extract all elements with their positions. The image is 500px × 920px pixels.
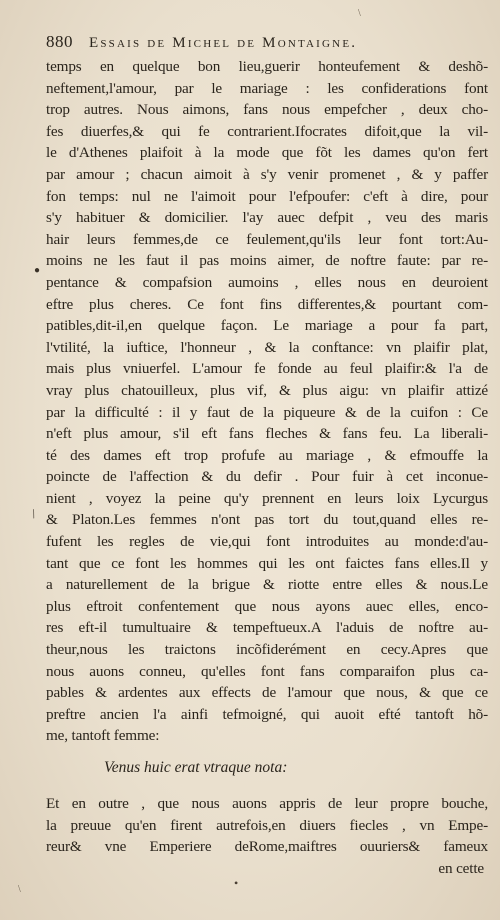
latin-verse-quotation: Venus huic erat vtraque nota: — [104, 759, 288, 776]
margin-bullet-mark: ● — [34, 265, 41, 276]
text-line: pables & ardentes aux effects de l'amour que nous, & que ce — [46, 684, 488, 702]
text-line: l'vtilité, la iuftice, l'honneur , & la conftance: vn plaifir plat, — [46, 338, 488, 356]
text-line: theur,nous les traictons incõfiderément en cecy.Apres que — [46, 641, 488, 659]
page-header — [46, 32, 466, 54]
ink-speck: \ — [358, 8, 361, 19]
margin-slash-mark: / — [29, 505, 38, 522]
text-line: patibles,dit-il,en quelque façon. Le mariage a pour fa part, — [46, 317, 488, 335]
text-line: reur& vne Emperiere deRome,maiftres ouuriers& fameux — [46, 838, 488, 856]
text-line: plus eftroit confentement que nous ayons auec elles, enco- — [46, 597, 488, 615]
text-line: neftement,l'amour, par le mariage : les confiderations font — [46, 79, 488, 97]
text-line: le d'Athenes plaifoit à la mode que fõt les dames qu'on fert — [46, 144, 488, 162]
text-line: hair leurs femmes,de ce feulement,qu'ils leur font tort:Au- — [46, 230, 488, 248]
text-line: fes diuerfes,& qui fe contrarient.Ifocrates difoit,que la vil- — [46, 122, 488, 140]
text-line: mais plus vniuerfel. L'amour fe fonde au feul plaifir:& l'a de — [46, 360, 488, 378]
text-line: tant que ce font les hommes qui les ont faictes fans elles.Il y — [46, 554, 488, 572]
ink-speck: \ — [18, 884, 21, 895]
text-line: s'y habituer & domicilier. l'ay auec defpit , veu des maris — [46, 209, 488, 227]
paragraph — [46, 793, 488, 879]
text-line: & Platon.Les femmes n'ont pas tort du tout,quand elles re- — [46, 511, 488, 529]
text-line: temps en quelque bon lieu,guerir honteufement & deshõ- — [46, 58, 488, 75]
text-line: vray plus chatouilleux, plus vif, & plus aigu: vn plaifir attizé — [46, 381, 488, 399]
catchword: en cette — [438, 859, 484, 877]
text-line: fufent les regles de vie,qui font introduites au monde:d'au- — [46, 533, 488, 551]
text-line: nient , voyez la peine qu'y prennent en leurs loix Lycurgus — [46, 489, 488, 507]
text-line: moins ne les faut il pas moins aimer, de noftre faute: par re- — [46, 252, 488, 270]
text-line: me, tantoft femme: — [46, 727, 160, 745]
paragraph — [46, 56, 488, 747]
page-number: 880 — [46, 32, 73, 51]
text-line: nous auons conneu, qu'elles font fans comparaifon plus ca- — [46, 662, 488, 680]
text-line: par la difficulté : il y faut de la piqueure & de la cuifon : Ce — [46, 403, 488, 421]
text-line: la preuue qu'en firent autrefois,en diuers fiecles , vn Empe- — [46, 816, 488, 834]
text-line: trop autres. Nous aimons, fans nous empefcher , deux cho- — [46, 101, 488, 119]
text-line: n'eft plus amour, s'il eft fans fleches & fans feu. La liberali- — [46, 425, 488, 443]
text-line: preftre ancien l'a ainfi tefmoigné, qui auoit efté tantoft hõ- — [46, 705, 488, 723]
text-line: par amour ; chacun aimoit à s'y venir promenet , & y paffer — [46, 165, 488, 183]
text-line: a naturellement de la brigue & riotte entre elles & nous.Le — [46, 576, 488, 594]
ink-speck: • — [234, 876, 239, 890]
running-title: Essais de Michel de Montaigne. — [89, 35, 358, 51]
text-line: poincte de l'affection & du defir . Pour fuir à cet inconue- — [46, 468, 488, 486]
text-line: Et en outre , que nous auons appris de leur propre bouche, — [46, 795, 488, 812]
text-line: té des dames eft trop profufe au mariage , & efmouffe la — [46, 446, 488, 464]
text-line: eftre plus cheres. Ce font fins differentes,& pourtant com- — [46, 295, 488, 313]
text-line: res eft-il tumultuaire & tempeftueux.A l'aduis de noftre au- — [46, 619, 488, 637]
main-text-block — [46, 56, 488, 879]
text-line: fon temps: nul ne l'aimoit pour l'efpoufer: c'eft à dire, pour — [46, 187, 488, 205]
text-line: pentance & compafsion aumoins , elles nous en deuroient — [46, 273, 488, 291]
